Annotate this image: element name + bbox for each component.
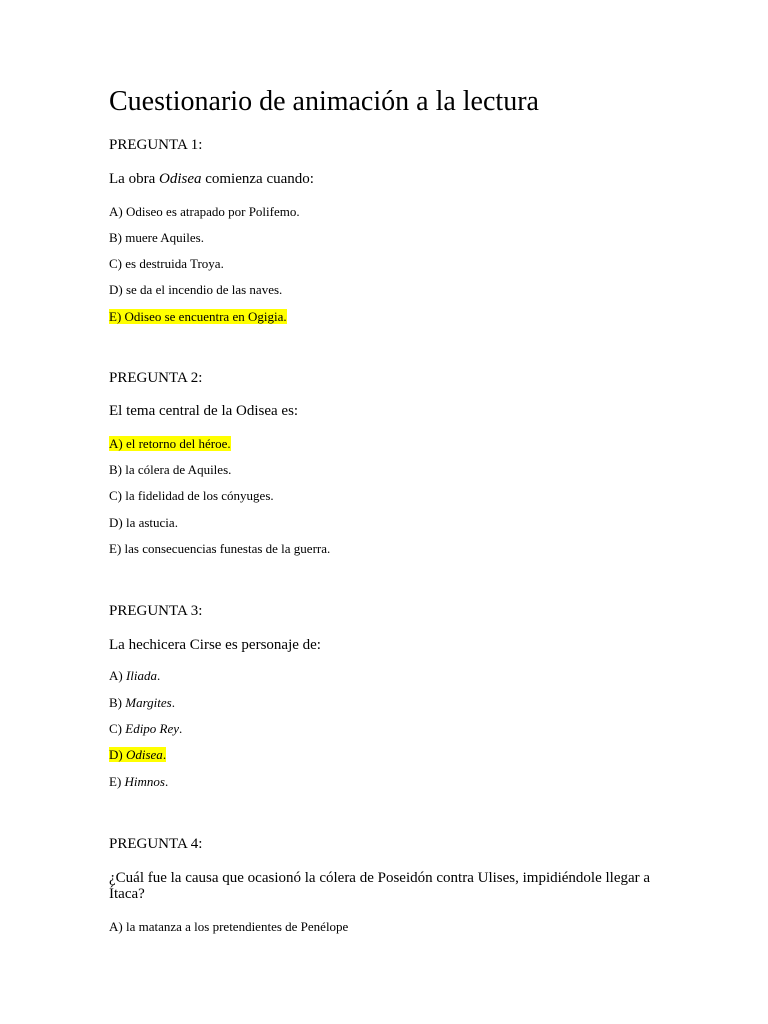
question-3-answer-highlight xyxy=(109,747,166,762)
option-title: Edipo Rey xyxy=(125,721,180,736)
question-1-stem xyxy=(109,170,314,188)
question-2-stem: El tema central de la Odisea es: xyxy=(109,403,299,419)
question-1-option-e xyxy=(109,309,287,325)
question-1-option-d: D) se da el incendio de las naves. xyxy=(109,282,283,297)
question-3-heading: PREGUNTA 3: xyxy=(109,603,203,619)
question-1-heading: PREGUNTA 1: xyxy=(109,137,203,153)
option-prefix: C) xyxy=(109,721,126,736)
question-3-option-b xyxy=(109,695,175,711)
option-dot: . xyxy=(162,747,167,762)
question-3-option-a xyxy=(109,668,160,684)
option-title: Iliada xyxy=(125,668,158,683)
question-2-answer-highlight: A) el retorno del héroe. xyxy=(109,436,231,451)
question-2-option-c: C) la fidelidad de los cónyuges. xyxy=(109,488,274,503)
question-2-option-e: E) las consecuencias funestas de la guerra. xyxy=(109,541,331,556)
question-4-stem: ¿Cuál fue la causa que ocasionó la cólera de Poseidón contra Ulises, impidiéndole llegar a Ítaca? xyxy=(109,870,651,902)
question-1-answer-highlight: E) Odiseo se encuentra en Ogigia. xyxy=(109,309,287,324)
option-prefix: A) xyxy=(109,668,126,683)
question-1-stem-post: comienza cuando: xyxy=(201,171,314,187)
question-3-option-c xyxy=(109,721,182,737)
question-3-option-e xyxy=(109,774,168,790)
question-1-stem-title: Odisea xyxy=(158,171,202,187)
question-1-option-a: A) Odiseo es atrapado por Polifemo. xyxy=(109,204,300,219)
option-title: Odisea xyxy=(125,747,163,762)
option-dot: . xyxy=(179,721,183,736)
option-prefix: D) xyxy=(109,747,126,762)
question-2-option-a xyxy=(109,436,231,452)
question-1-option-c: C) es destruida Troya. xyxy=(109,256,224,271)
question-3-stem: La hechicera Cirse es personaje de: xyxy=(109,637,321,653)
question-4-heading: PREGUNTA 4: xyxy=(109,836,203,852)
option-prefix: B) xyxy=(109,695,126,710)
question-4-option-a: A) la matanza a los pretendientes de Penélope xyxy=(109,919,349,934)
option-title: Margites xyxy=(125,695,172,710)
question-2-heading: PREGUNTA 2: xyxy=(109,370,203,386)
option-dot: . xyxy=(157,668,161,683)
question-1-stem-pre: La obra xyxy=(109,171,159,187)
option-prefix: E) xyxy=(109,774,125,789)
option-dot: . xyxy=(164,774,169,789)
page-title: Cuestionario de animación a la lectura xyxy=(109,86,539,117)
question-1-option-b: B) muere Aquiles. xyxy=(109,230,204,245)
option-dot: . xyxy=(171,695,175,710)
question-2-option-d: D) la astucia. xyxy=(109,515,178,530)
question-3-option-d xyxy=(109,747,166,763)
question-2-option-b: B) la cólera de Aquiles. xyxy=(109,462,232,477)
option-title: Himnos xyxy=(124,774,165,789)
